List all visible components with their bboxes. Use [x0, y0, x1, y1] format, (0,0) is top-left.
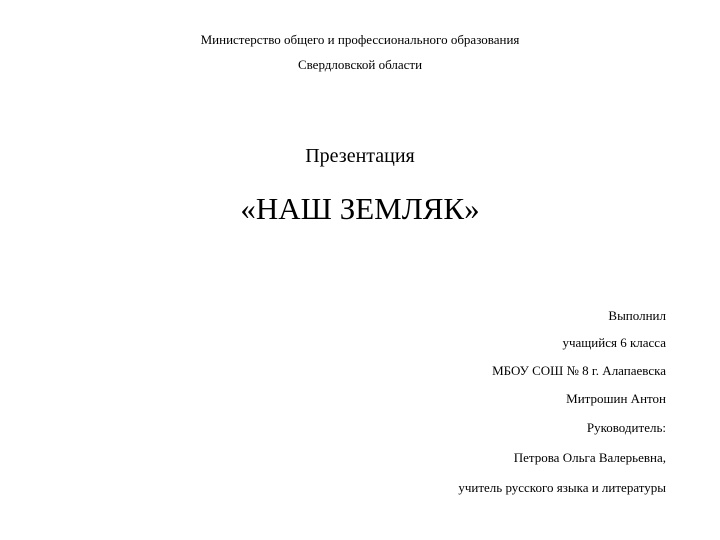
- presentation-label: Презентация: [305, 145, 415, 167]
- supervisor-name: Петрова Ольга Валерьевна,: [513, 450, 666, 465]
- supervisor-role: учитель русского языка и литературы: [458, 480, 666, 495]
- performed-by-label: Выполнил: [608, 308, 666, 323]
- student-name: Митрошин Антон: [566, 391, 666, 406]
- ministry-heading: Министерство общего и профессионального образования: [200, 32, 520, 47]
- supervisor-label: Руководитель:: [586, 420, 666, 435]
- presentation-title: «НАШ ЗЕМЛЯК»: [240, 191, 480, 226]
- region-heading: Свердловской области: [297, 57, 423, 72]
- school-name: МБОУ СОШ № 8 г. Алапаевска: [492, 363, 666, 378]
- student-grade: учащийся 6 класса: [562, 335, 666, 350]
